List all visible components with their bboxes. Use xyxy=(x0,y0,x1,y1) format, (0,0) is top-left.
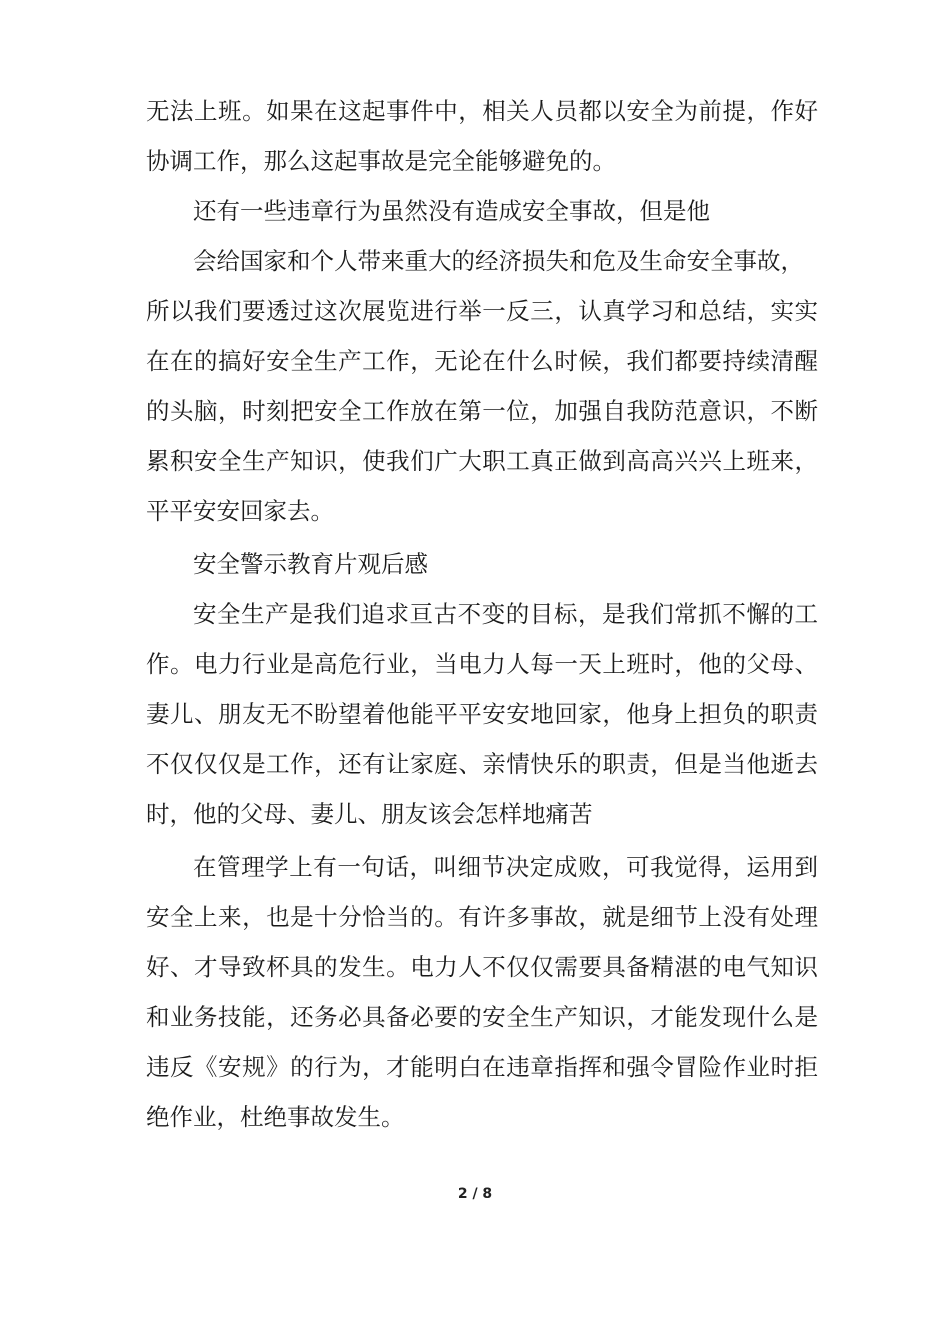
text-line: 协调工作，那么这起事故是完全能够避免的。 xyxy=(146,147,616,175)
text-line: 无法上班。如果在这起事件中，相关人员都以安全为前提，作好 xyxy=(146,97,818,125)
text-line: 绝作业，杜绝事故发生。 xyxy=(146,1103,405,1131)
text-line: 累积安全生产知识，使我们广大职工真正做到高高兴兴上班来， xyxy=(146,447,818,475)
text-line: 作。电力行业是高危行业，当电力人每一天上班时，他的父母、 xyxy=(146,650,818,678)
text-line: 违反《安规》的行为，才能明白在违章指挥和强令冒险作业时拒 xyxy=(146,1053,818,1081)
text-line: 不仅仅仅是工作，还有让家庭、亲情快乐的职责，但是当他逝去 xyxy=(146,750,818,778)
text-line: 妻儿、朋友无不盼望着他能平平安安地回家，他身上担负的职责 xyxy=(146,700,818,728)
text-line: 平平安安回家去。 xyxy=(146,497,334,525)
document-body xyxy=(146,86,818,1142)
section-title: 安全警示教育片观后感 xyxy=(193,550,428,578)
text-line: 在管理学上有一句话，叫细节决定成败，可我觉得，运用到 xyxy=(193,853,818,881)
text-line: 还有一些违章行为虽然没有造成安全事故，但是他 xyxy=(193,197,710,225)
text-line: 安全生产是我们追求亘古不变的目标，是我们常抓不懈的工 xyxy=(193,600,818,628)
text-line: 和业务技能，还务必具备必要的安全生产知识，才能发现什么是 xyxy=(146,1003,818,1031)
text-line: 安全上来，也是十分恰当的。有许多事故，就是细节上没有处理 xyxy=(146,903,818,931)
text-line: 在在的搞好安全生产工作，无论在什么时候，我们都要持续清醒 xyxy=(146,347,818,375)
text-line: 会给国家和个人带来重大的经济损失和危及生命安全事故， xyxy=(193,247,804,275)
page-indicator: 2 / 8 xyxy=(457,1186,493,1202)
text-line: 好、才导致杯具的发生。电力人不仅仅需要具备精湛的电气知识 xyxy=(146,953,818,981)
text-line: 的头脑，时刻把安全工作放在第一位，加强自我防范意识，不断 xyxy=(146,397,818,425)
text-line: 所以我们要透过这次展览进行举一反三，认真学习和总结，实实 xyxy=(146,297,818,325)
text-line: 时，他的父母、妻儿、朋友该会怎样地痛苦 xyxy=(146,800,593,828)
